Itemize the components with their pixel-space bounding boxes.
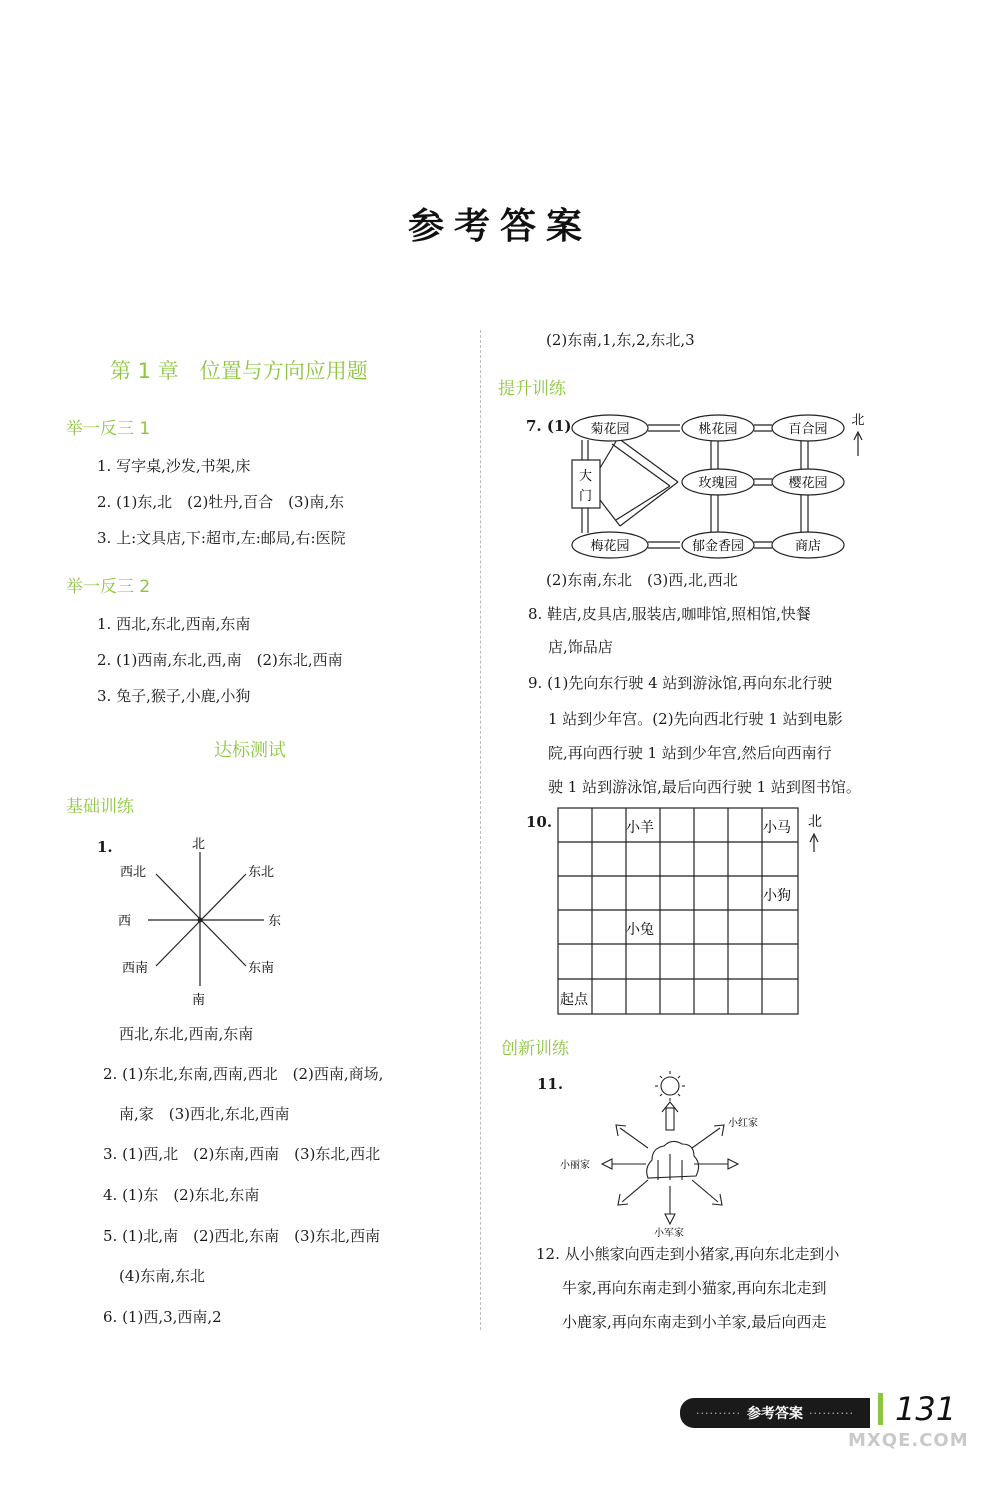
answer-line: 3. 兔子,猴子,小鹿,小狗 [97, 687, 251, 705]
compass-e: 东 [268, 914, 282, 929]
chapter-heading: 第 1 章 位置与方向应用题 [110, 359, 368, 383]
map-node: 百合园 [788, 422, 828, 437]
answer-line: 1. 写字桌,沙发,书架,床 [97, 457, 251, 475]
answer-line: 2. (1)西南,东北,西,南 (2)东北,西南 [97, 651, 343, 669]
answer-line: 2. (1)东北,东南,西南,西北 (2)西南,商场, [103, 1065, 384, 1083]
compass-sw: 西南 [122, 961, 149, 976]
map-node: 玫瑰园 [698, 476, 738, 491]
footer-dots: ·········· [809, 1406, 854, 1420]
footer-label: 参考答案 [747, 1406, 803, 1422]
compass-n: 北 [192, 837, 206, 852]
grid-label: 小马 [763, 820, 791, 836]
house-label: 小丽家 [560, 1160, 590, 1171]
answer-line: 店,饰品店 [548, 638, 613, 656]
map-node: 郁金香园 [691, 539, 745, 554]
grid-map [556, 806, 836, 1022]
answer-line: 12. 从小熊家向西走到小猪家,再向东北走到小 [536, 1245, 840, 1263]
grid-label: 小兔 [626, 922, 654, 938]
north-label: 北 [851, 413, 865, 428]
map-node: 菊花园 [590, 422, 630, 437]
answer-line: 牛家,再向东南走到小猫家,再向东北走到 [562, 1279, 827, 1297]
section-heading: 举一反三 2 [66, 577, 151, 597]
answer-line: (2)东南,东北 (3)西,北,西北 [546, 571, 738, 589]
section-heading: 创新训练 [501, 1039, 569, 1059]
answer-line: 5. (1)北,南 (2)西北,东南 (3)东北,西南 [103, 1227, 381, 1245]
garden-map [568, 404, 888, 564]
answer-line: 西北,东北,西南,东南 [119, 1025, 254, 1043]
compass-nw: 西北 [120, 865, 147, 880]
grid-label: 小羊 [626, 820, 654, 836]
map-gate-1: 大 [579, 469, 593, 484]
compass-w: 西 [118, 914, 132, 929]
answer-line: 院,再向西行驶 1 站到少年宫,然后向西南行 [548, 744, 832, 762]
answer-line: (4)东南,东北 [119, 1267, 206, 1285]
answer-line: 4. (1)东 (2)东北,东南 [103, 1186, 260, 1204]
compass-s: 南 [192, 993, 206, 1008]
page-number: 131 [895, 1390, 957, 1428]
house-direction-figure [560, 1068, 790, 1238]
north-label: 北 [808, 814, 822, 830]
grid-label: 小狗 [763, 888, 791, 904]
map-node: 桃花园 [698, 422, 738, 437]
map-node: 樱花园 [788, 476, 828, 491]
answer-line: 1. 西北,东北,西南,东南 [97, 615, 251, 633]
answer-line: 小鹿家,再向东南走到小羊家,最后向西走 [562, 1313, 827, 1331]
answer-line: 驶 1 站到游泳馆,最后向西行驶 1 站到图书馆。 [548, 778, 861, 796]
answer-line: 3. 上:文具店,下:超市,左:邮局,右:医院 [97, 529, 346, 547]
answer-line: 6. (1)西,3,西南,2 [103, 1308, 222, 1326]
grid-label: 起点 [560, 992, 588, 1008]
question-number: 7. (1) [526, 417, 572, 435]
question-number: 10. [526, 813, 553, 831]
section-heading: 达标测试 [214, 740, 286, 761]
answer-line: 8. 鞋店,皮具店,服装店,咖啡馆,照相馆,快餐 [528, 605, 811, 623]
answer-line: 南,家 (3)西北,东北,西南 [119, 1105, 290, 1123]
map-node: 梅花园 [590, 539, 630, 554]
answer-line: (2)东南,1,东,2,东北,3 [546, 331, 695, 349]
map-gate-2: 门 [579, 489, 593, 504]
column-divider [480, 330, 481, 1330]
compass-ne: 东北 [248, 865, 275, 880]
section-heading: 提升训练 [498, 379, 566, 399]
house-label: 小军家 [654, 1228, 684, 1238]
watermark: MXQE.COM [848, 1430, 969, 1451]
answer-line: 1 站到少年宫。(2)先向西北行驶 1 站到电影 [548, 710, 843, 728]
answer-line: 2. (1)东,北 (2)牡丹,百合 (3)南,东 [97, 493, 345, 511]
section-heading: 基础训练 [66, 797, 134, 817]
page-number-bar [878, 1393, 883, 1425]
answer-line: 3. (1)西,北 (2)东南,西南 (3)东北,西北 [103, 1145, 381, 1163]
footer-dots: ·········· [696, 1406, 741, 1420]
section-heading: 举一反三 1 [66, 419, 151, 439]
page-title: 参考答案 [407, 206, 592, 247]
map-node: 商店 [794, 539, 822, 554]
compass-figure [108, 830, 298, 1010]
compass-se: 东南 [248, 961, 275, 976]
footer-label-bar [680, 1398, 870, 1428]
question-number: 1. [97, 838, 113, 856]
question-number: 11. [537, 1075, 564, 1093]
answer-line: 9. (1)先向东行驶 4 站到游泳馆,再向东北行驶 [528, 674, 833, 692]
house-label: 小红家 [728, 1118, 758, 1129]
